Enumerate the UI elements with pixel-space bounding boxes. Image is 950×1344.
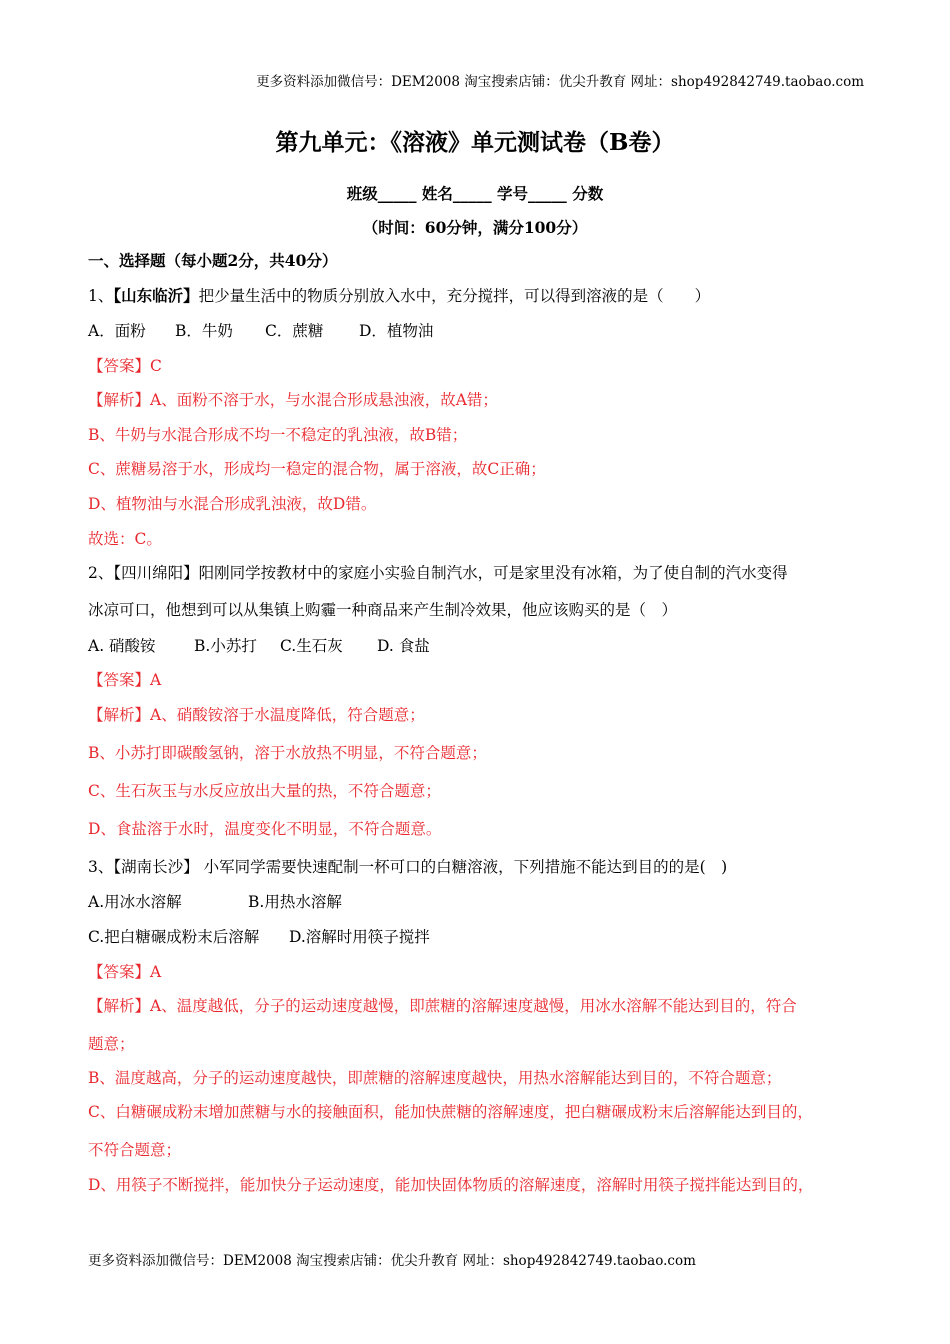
answer-value: A <box>150 671 162 689</box>
answer-value: A <box>150 963 162 981</box>
question-2-answer <box>88 670 161 690</box>
question-3-options-row-1 <box>88 892 342 912</box>
question-3-analysis-line: C、白糖碾成粉末增加蔗糖与水的接触面积，能加快蔗糖的溶解速度，把白糖碾成粉末后溶解能达到目的， <box>88 1103 813 1121</box>
question-2-analysis-line: C、生石灰玉与水反应放出大量的热，不符合题意； <box>88 782 441 800</box>
answer-tag: 【答案】 <box>88 963 151 981</box>
question-1-analysis-line: D、植物油与水混合形成乳浊液，故D错。 <box>88 495 377 513</box>
analysis-tag: 【解析】 <box>88 997 151 1015</box>
answer-value: C <box>150 357 162 375</box>
analysis-tag: 【解析】 <box>88 391 151 409</box>
page-footer: 更多资料添加微信号：DEM2008 淘宝搜索店铺：优尖升教育 网址：shop492842749.taobao.com <box>88 1253 696 1269</box>
question-1-analysis-line: C、蔗糖易溶于水，形成均一稳定的混合物，属于溶液，故C正确； <box>88 460 546 478</box>
question-3-options-row-2 <box>88 927 430 947</box>
analysis-tag: 【解析】 <box>88 706 151 724</box>
question-text: 小军同学需要快速配制一杯可口的白糖溶液，下列措施不能达到目的的是( ) <box>198 858 728 876</box>
option-b: B.用热水溶解 <box>248 893 342 911</box>
question-2-analysis-line: D、食盐溶于水时，温度变化不明显，不符合题意。 <box>88 820 442 838</box>
question-1-options <box>88 321 433 341</box>
question-3-answer <box>88 962 161 982</box>
question-2-stem-cont: 冰凉可口，他想到可以从集镇上购霾一种商品来产生制冷效果，他应该购买的是（ ） <box>88 601 678 619</box>
answer-tag: 【答案】 <box>88 357 151 375</box>
question-1-analysis-line: B、牛奶与水混合形成不均一不稳定的乳浊液，故B错； <box>88 426 468 444</box>
question-3-analysis-line: 不符合题意； <box>88 1141 182 1159</box>
page-header: 更多资料添加微信号：DEM2008 淘宝搜索店铺：优尖升教育 网址：shop492842749.taobao.com <box>256 74 864 90</box>
option-a: A．面粉 <box>88 322 146 340</box>
time-line: （时间：60分钟，满分100分） <box>362 218 588 237</box>
question-2-analysis-line <box>88 705 425 725</box>
question-1-stem <box>88 286 710 306</box>
question-1-answer <box>88 356 162 376</box>
question-number: 2、 <box>88 564 114 582</box>
answer-tag: 【答案】 <box>88 671 151 689</box>
question-3-analysis-line: 题意； <box>88 1035 135 1053</box>
question-3-analysis-line: B、温度越高，分子的运动速度越快，即蔗糖的溶解速度越快，用热水溶解能达到目的，不符合题意； <box>88 1069 782 1087</box>
info-line: 班级_____ 姓名_____ 学号_____ 分数 <box>346 184 604 203</box>
analysis-text: A、温度越低，分子的运动速度越慢，即蔗糖的溶解速度越慢，用冰水溶解不能达到目的，符合 <box>150 997 797 1015</box>
question-3-analysis-line: D、用筷子不断搅拌，能加快分子运动速度，能加快固体物质的溶解速度，溶解时用筷子搅拌能达到目的， <box>88 1176 814 1194</box>
question-source-tag: 【山东临沂】 <box>113 286 199 305</box>
question-2-options <box>88 636 430 656</box>
question-number: 1、 <box>88 287 114 305</box>
question-number: 3、 <box>88 858 114 876</box>
section-heading: 一、选择题（每小题2分，共40分） <box>88 251 338 270</box>
option-b: B．牛奶 <box>175 322 233 340</box>
question-1-conclusion: 故选：C。 <box>88 530 162 548</box>
page-title: 第九单元：《溶液》单元测试卷（B卷） <box>275 129 675 156</box>
option-a: A. 硝酸铵 <box>88 637 156 655</box>
analysis-text: A、面粉不溶于水，与水混合形成悬浊液，故A错； <box>150 391 498 409</box>
question-source-tag: 【湖南长沙】 <box>113 858 199 876</box>
option-d: D. 食盐 <box>377 637 430 655</box>
question-text: 把少量生活中的物质分别放入水中，充分搅拌，可以得到溶液的是（ ） <box>198 287 711 305</box>
option-c: C.把白糖碾成粉末后溶解 <box>88 928 260 946</box>
analysis-text: A、硝酸铵溶于水温度降低，符合题意； <box>150 706 425 724</box>
option-a: A.用冰水溶解 <box>88 893 182 911</box>
option-d: D.溶解时用筷子搅拌 <box>289 928 430 946</box>
question-1-analysis-line <box>88 390 498 410</box>
question-3-stem <box>88 857 727 877</box>
option-d: D．植物油 <box>359 322 434 340</box>
question-2-analysis-line: B、小苏打即碳酸氢钠，溶于水放热不明显，不符合题意； <box>88 744 487 762</box>
question-3-analysis-line <box>88 996 797 1016</box>
option-b: B.小苏打 <box>194 637 257 655</box>
option-c: C.生石灰 <box>280 637 343 655</box>
option-c: C．蔗糖 <box>265 322 324 340</box>
question-2-stem <box>88 563 788 583</box>
question-text: 阳刚同学按教材中的家庭小实验自制汽水，可是家里没有冰箱，为了使自制的汽水变得 <box>198 564 788 582</box>
question-source-tag: 【四川绵阳】 <box>113 564 199 582</box>
